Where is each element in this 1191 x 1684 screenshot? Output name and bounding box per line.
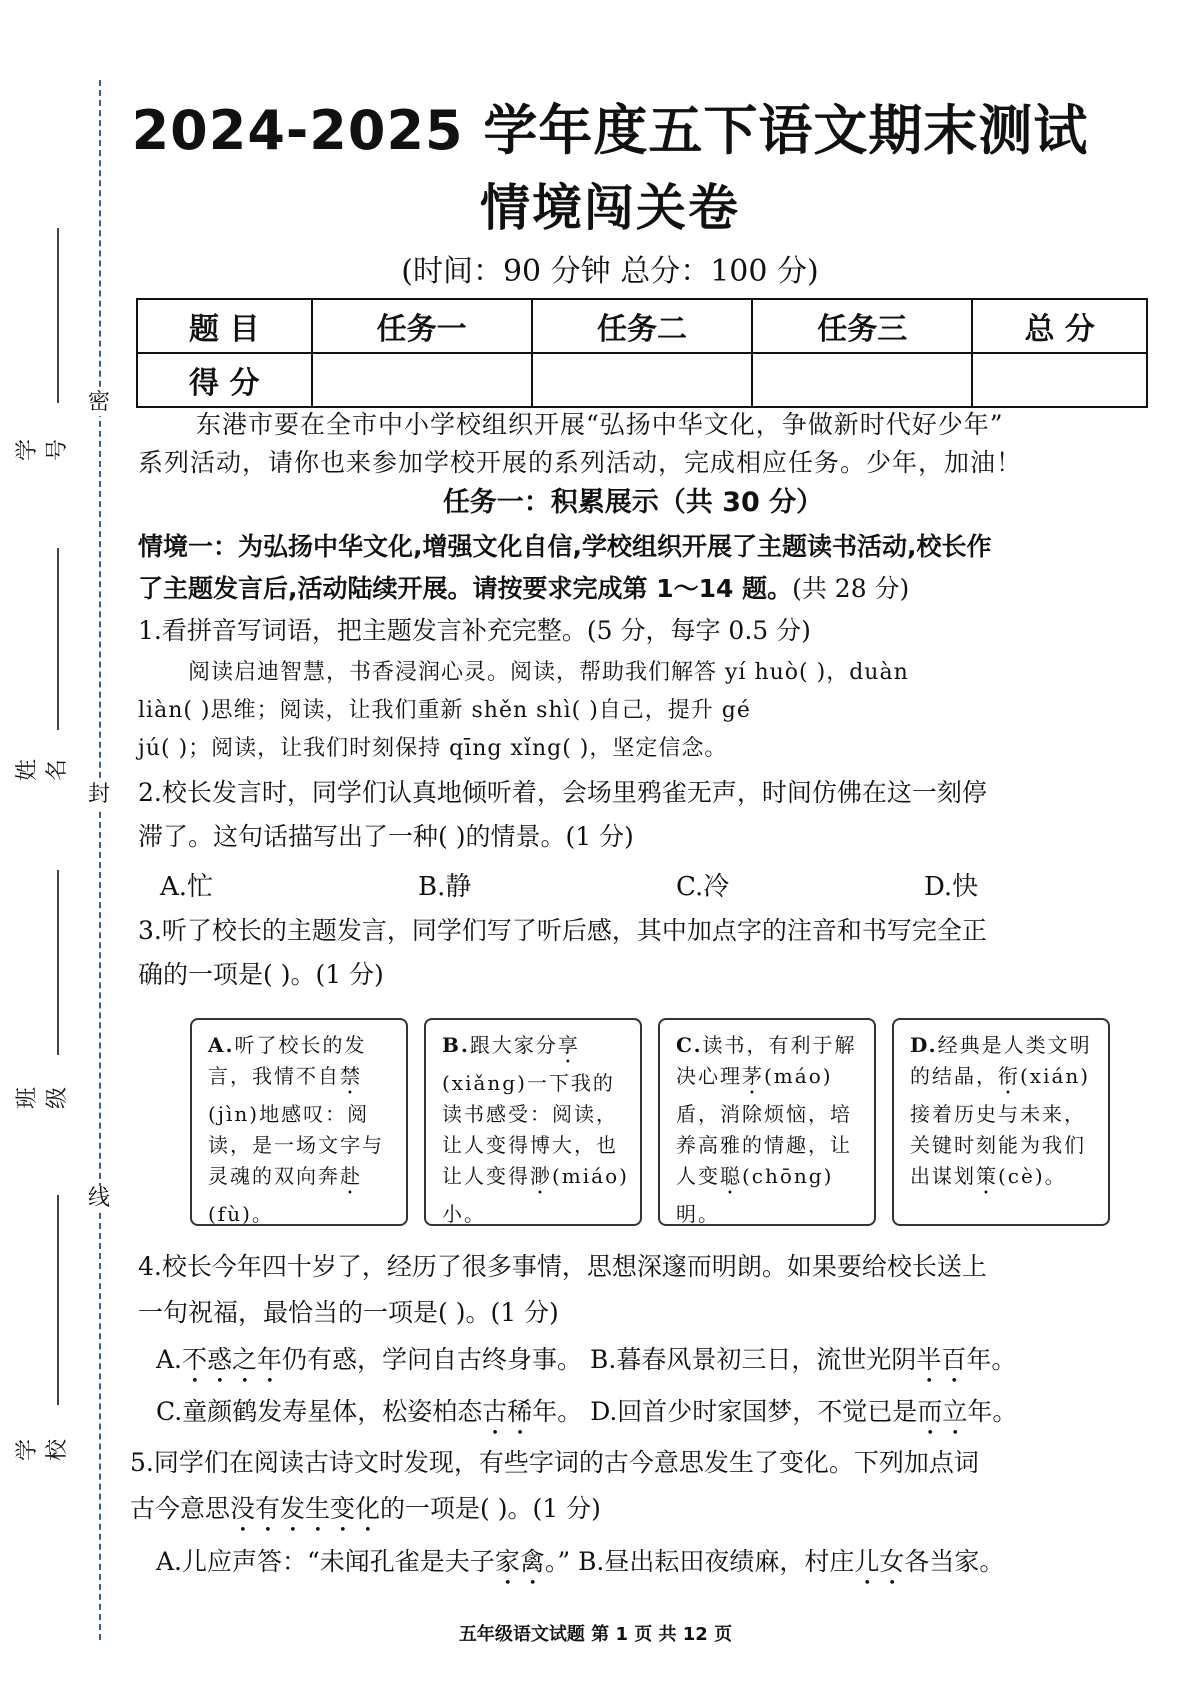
q2-stem-2: 滞了。这句话描写出了一种( )的情景。(1 分) <box>138 822 634 851</box>
q2-option-c[interactable]: C.冷 <box>676 872 730 902</box>
q1-line-2: liàn( )思维；阅读，让我们重新 shěn shì( )自己，提升 gé <box>138 698 751 723</box>
score-table-score-row <box>137 353 1147 407</box>
q1-line-3: jú( )；阅读，让我们时刻保持 qīng xǐng( )，坚定信念。 <box>138 736 728 761</box>
q4-stem-1: 4.校长今年四十岁了，经历了很多事情，思想深邃而明朗。如果要给校长送上 <box>138 1252 987 1281</box>
q3-stem-2: 确的一项是( )。(1 分) <box>138 960 384 989</box>
q2-options <box>160 866 1080 903</box>
task1-context-line-1: 情境一：为弘扬中华文化,增强文化自信,学校组织开展了主题读书活动,校长作 <box>138 532 992 561</box>
exam-subtitle: 情境闯关卷 <box>480 179 740 237</box>
score-cell-task1[interactable] <box>312 353 532 407</box>
q3-stem-1: 3.听了校长的主题发言，同学们写了听后感，其中加点字的注音和书写完全正 <box>138 916 987 945</box>
student-id-line[interactable] <box>57 228 59 403</box>
name-line[interactable] <box>57 548 59 730</box>
q2-option-a[interactable]: A.忙 <box>160 872 214 902</box>
seal-char-xian: 线 <box>87 1186 110 1211</box>
header-cell: 任务二 <box>532 299 752 353</box>
student-id-label: 学号 <box>15 439 70 462</box>
q3-card-d[interactable]: D.经典是人类文明的结晶，衔(xián)接着历史与未来，关键时刻能为我们出谋划策(cè)。 <box>892 1018 1110 1226</box>
q4-options-row-1 <box>156 1340 1146 1389</box>
q2-option-d[interactable]: D.快 <box>924 872 979 902</box>
header-cell: 任务一 <box>312 299 532 353</box>
q5-option-b[interactable]: B.昼出耘田夜绩麻，村庄儿女各当家。 <box>578 1547 1005 1576</box>
score-table-header-row <box>137 299 1147 353</box>
task1-context-line-2: 了主题发言后,活动陆续开展。请按要求完成第 1～14 题。(共 28 分) <box>138 574 910 603</box>
exam-meta: (时间：90 分钟 总分：100 分) <box>401 254 819 289</box>
score-cell-task3[interactable] <box>752 353 972 407</box>
q4-stem-2: 一句祝福，最恰当的一项是( )。(1 分) <box>138 1298 559 1327</box>
q5-stem-2: 古今意思没有发生变化的一项是( )。(1 分) <box>130 1494 601 1523</box>
score-cell-total[interactable] <box>972 353 1147 407</box>
header-cell: 总 分 <box>972 299 1147 353</box>
q5-stem-1: 5.同学们在阅读古诗文时发现，有些字词的古今意思发生了变化。下列加点词 <box>130 1448 979 1477</box>
score-cell-task2[interactable] <box>532 353 752 407</box>
q4-options-row-2 <box>156 1392 1146 1441</box>
row-label: 得 分 <box>137 353 312 407</box>
intro-line-2: 系列活动，请你也来参加学校开展的系列活动，完成相应任务。少年，加油！ <box>138 448 1023 477</box>
score-table <box>136 298 1148 408</box>
q2-stem-1: 2.校长发言时，同学们认真地倾听着，会场里鸦雀无声，时间仿佛在这一刻停 <box>138 778 987 807</box>
school-label: 学校 <box>15 1439 70 1462</box>
q3-card-c[interactable]: C.读书，有利于解决心理茅(máo)盾，消除烦恼，培养高雅的情趣，让人变聪(chōng)明。 <box>658 1018 876 1226</box>
seal-char-mi: 密 <box>87 390 110 415</box>
seal-dashed-line <box>99 80 101 1640</box>
school-line[interactable] <box>57 1195 59 1405</box>
q4-option-a[interactable]: A.不惑之年仍有惑，学问自古终身事。 <box>156 1345 583 1374</box>
class-line[interactable] <box>57 870 59 1055</box>
page-footer: 五年级语文试题 第 1 页 共 12 页 <box>458 1624 733 1645</box>
q2-option-b[interactable]: B.静 <box>418 872 472 902</box>
q1-stem: 1.看拼音写词语，把主题发言补充完整。(5 分，每字 0.5 分) <box>138 616 811 645</box>
q4-option-b[interactable]: B.暮春风景初三日，流世光阴半百年。 <box>590 1345 1017 1374</box>
intro-line-1: 东港市要在全市中小学校组织开展“弘扬中华文化，争做新时代好少年” <box>196 410 1004 439</box>
seal-char-feng: 封 <box>87 782 110 807</box>
q4-option-d[interactable]: D.回首少时家国梦，不觉已是而立年。 <box>590 1397 1018 1426</box>
class-label: 班级 <box>15 1087 70 1110</box>
header-cell: 题 目 <box>137 299 312 353</box>
q3-card-b[interactable]: B.跟大家分享(xiǎng)一下我的读书感受：阅读，让人变得博大，也让人变得渺(miáo)小。 <box>424 1018 642 1226</box>
q5-options-row-1 <box>156 1542 1146 1591</box>
q4-option-c[interactable]: C.童颜鹤发寿星体，松姿柏态古稀年。 <box>156 1397 583 1426</box>
q3-card-a[interactable]: A.听了校长的发言，我情不自禁(jìn)地感叹：阅读，是一场文字与灵魂的双向奔赴(fù)。 <box>190 1018 408 1226</box>
exam-title: 2024-2025 学年度五下语文期末测试 <box>131 99 1089 162</box>
task1-heading: 任务一：积累展示（共 30 分） <box>442 487 824 518</box>
name-label: 姓名 <box>15 759 70 782</box>
header-cell: 任务三 <box>752 299 972 353</box>
q5-option-a[interactable]: A.儿应声答：“未闻孔雀是夫子家禽。” <box>156 1547 571 1576</box>
q1-line-1: 阅读启迪智慧，书香浸润心灵。阅读，帮助我们解答 yí huò( )，duàn <box>188 660 909 685</box>
